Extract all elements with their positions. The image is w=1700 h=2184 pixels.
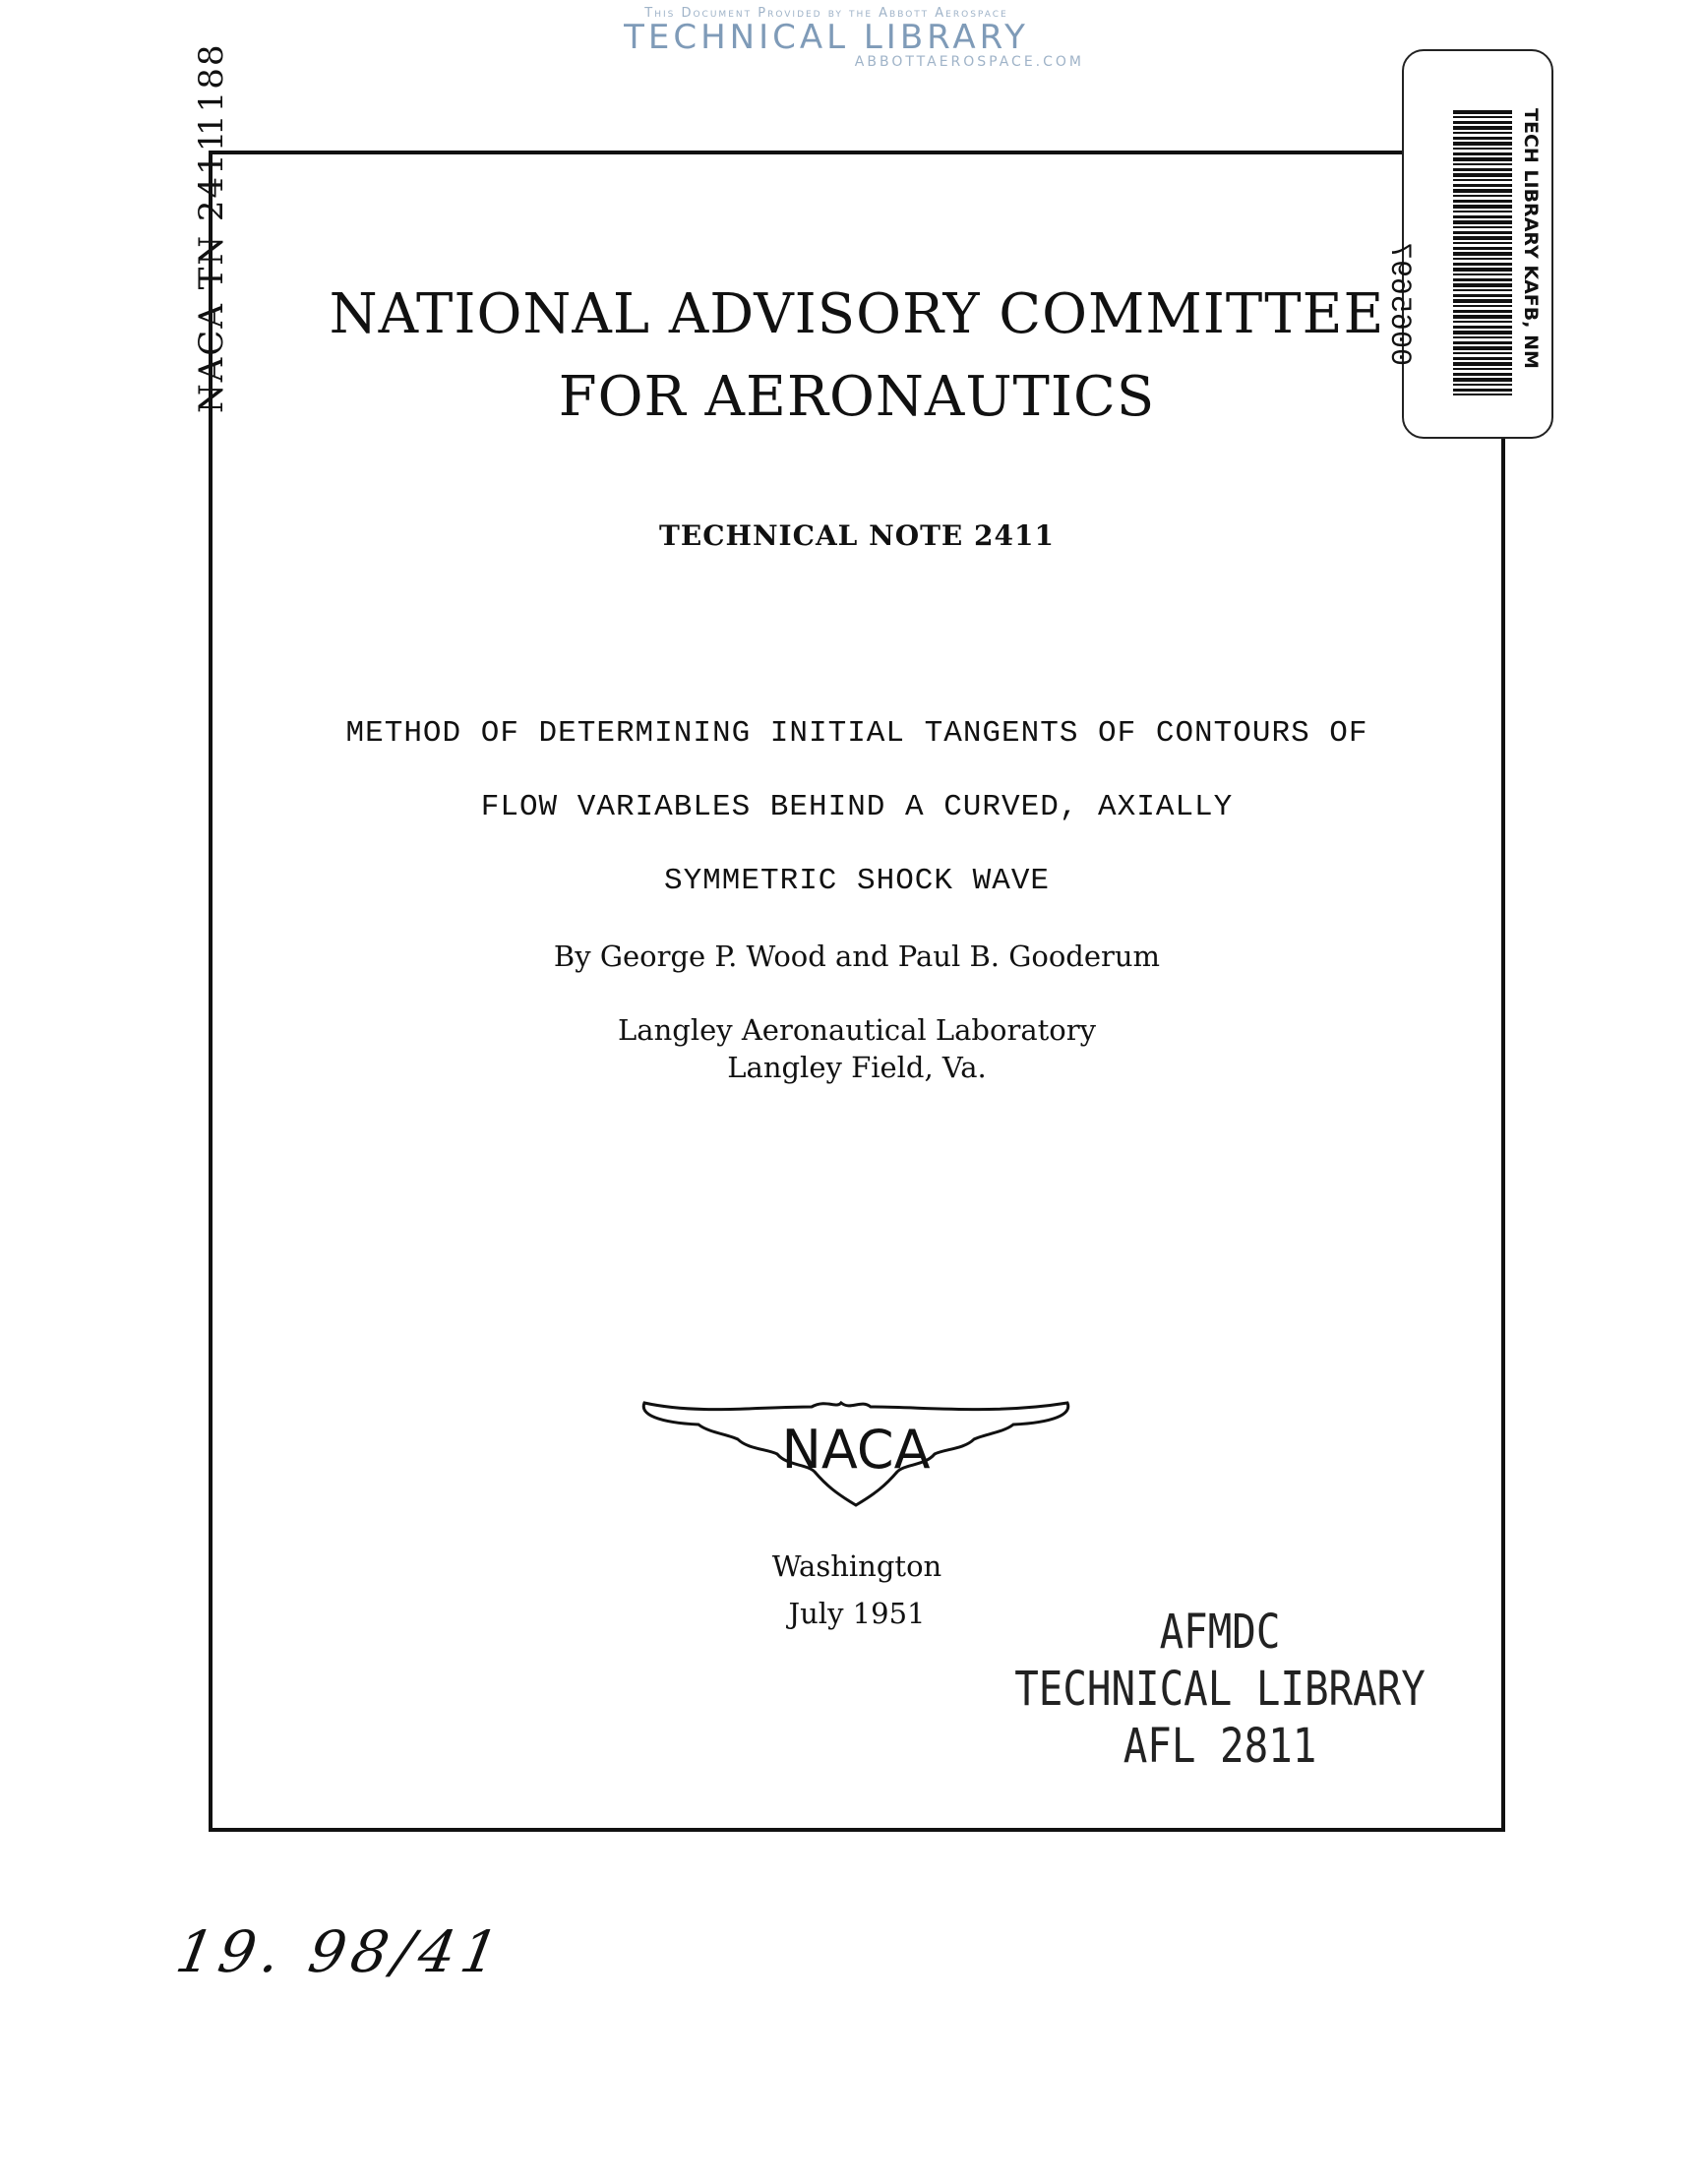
logo-text: NACA [781, 1419, 931, 1481]
title-line1: METHOD OF DETERMINING INITIAL TANGENTS OF CONTOURS OF [345, 716, 1368, 751]
handwritten-note: 19. 98/41 [171, 1918, 510, 1985]
naca-wings-logo [639, 1395, 1072, 1508]
affiliation-line1: Langley Aeronautical Laboratory [618, 1013, 1096, 1047]
watermark-line2: TECHNICAL LIBRARY [624, 18, 1029, 57]
publication-date: July 1951 [788, 1597, 926, 1630]
label-number: 0065697 [1382, 241, 1416, 366]
technical-note-number: TECHNICAL NOTE 2411 [659, 519, 1055, 552]
affiliation-line2: Langley Field, Va. [727, 1051, 987, 1084]
organization-name [209, 273, 1505, 439]
watermark-line3: ABBOTTAEROSPACE.COM [854, 54, 1084, 70]
watermark-line1: This Document Provided by the Abbott Aerospace [644, 6, 1008, 21]
authors: By George P. Wood and Paul B. Gooderum [553, 940, 1161, 973]
library-stamp [974, 1604, 1466, 1775]
margin-code-vertical: 1188 [192, 42, 231, 136]
org-line2: FOR AERONAUTICS [558, 365, 1156, 429]
report-id-vertical: NACA TN 2411 [192, 128, 231, 413]
watermark [551, 6, 1102, 70]
stamp-line2: TECHNICAL LIBRARY [1014, 1662, 1426, 1717]
publication-place: Washington [771, 1549, 942, 1583]
title-line3: SYMMETRIC SHOCK WAVE [663, 864, 1051, 898]
org-line1: NATIONAL ADVISORY COMMITTEE [329, 282, 1385, 346]
title-line2: FLOW VARIABLES BEHIND A CURVED, AXIALLY [480, 790, 1234, 824]
stamp-line1: AFMDC [1159, 1605, 1281, 1660]
stamp-line3: AFL 2811 [1123, 1719, 1317, 1774]
label-text: TECH LIBRARY KAFB, NM [1520, 108, 1542, 369]
